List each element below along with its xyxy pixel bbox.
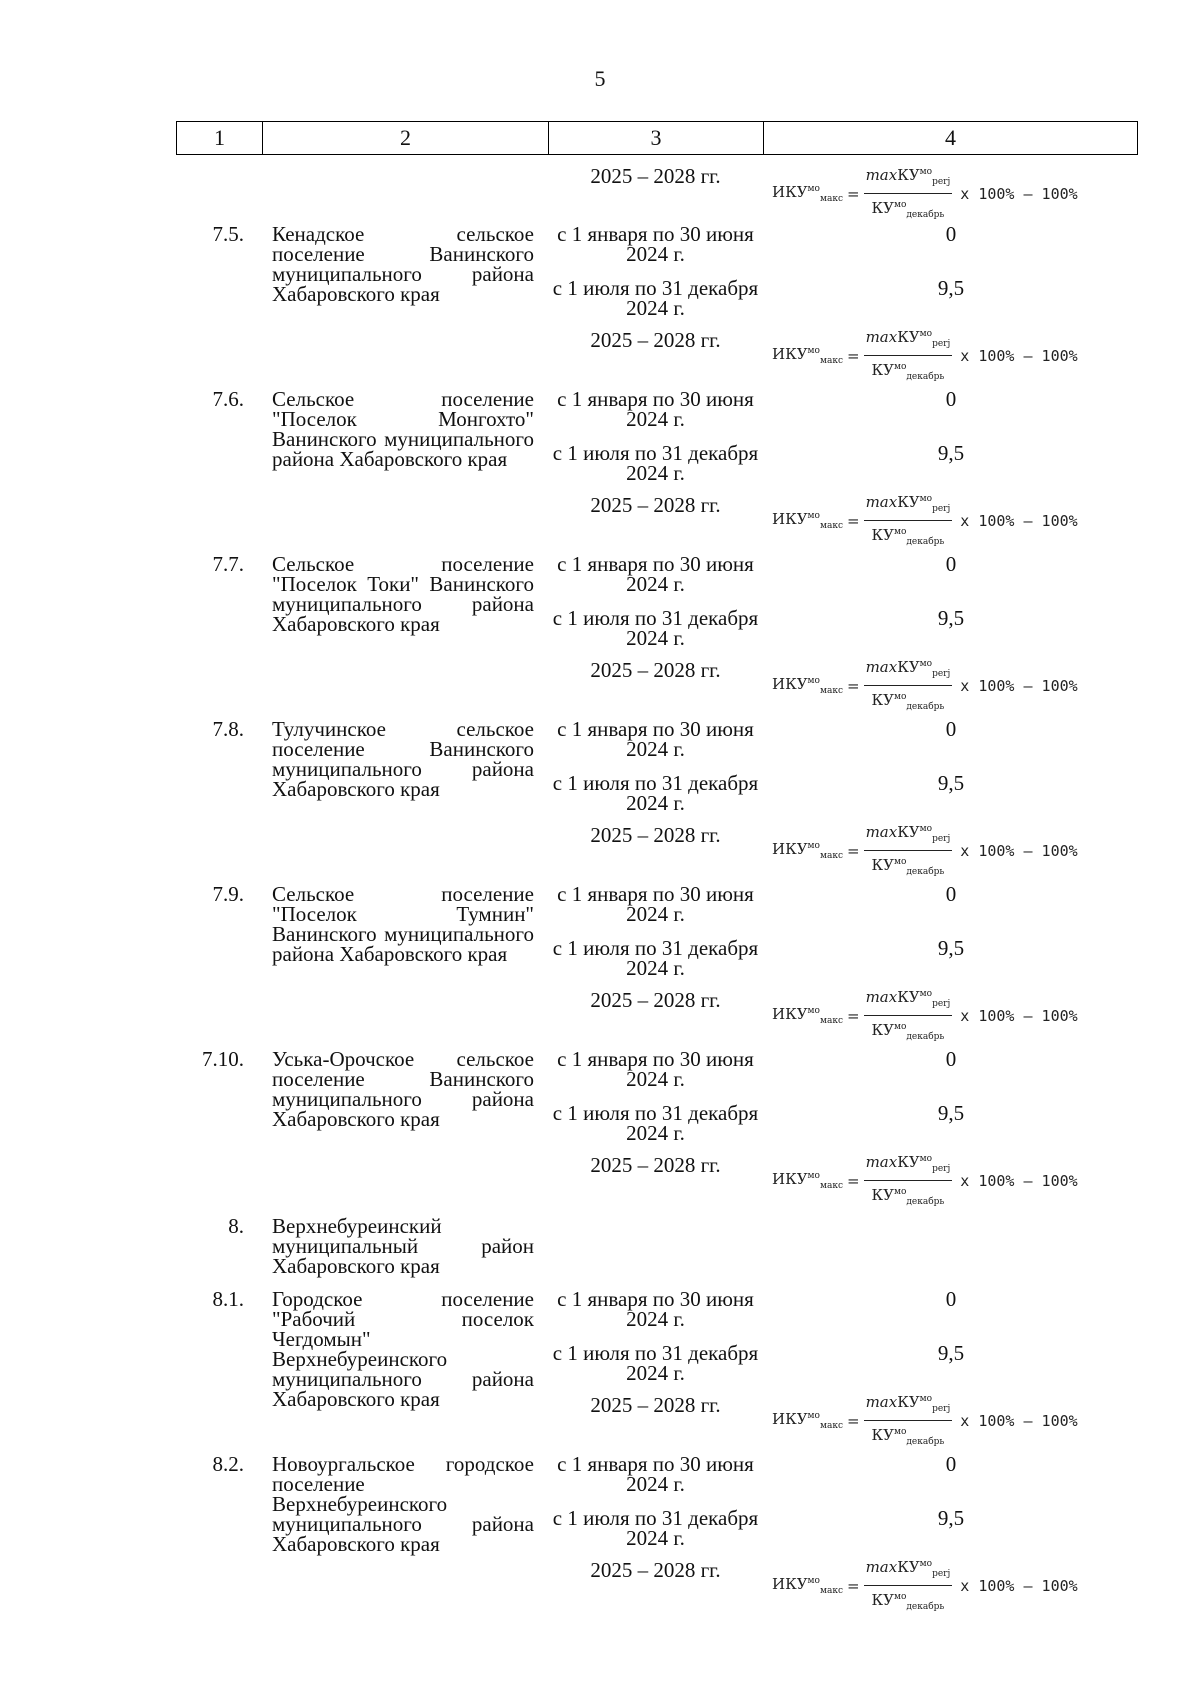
column-header-3: 3 <box>549 122 764 154</box>
row-number: 7.8. <box>212 717 244 741</box>
period-cell: 2025 – 2028 гг. <box>590 1393 721 1417</box>
period-cell: с 1 июля по 31 декабря 2024 г. <box>552 1506 759 1550</box>
value-cell: 0 <box>945 1452 957 1476</box>
row-number: 7.5. <box>212 222 244 246</box>
period-cell: с 1 января по 30 июня 2024 г. <box>557 387 754 431</box>
formula: $ИКУ^{мо}_{макс}$ = $\frac{\max КУ^{мо}_{perj}}{КУ^{мо}_{декабрь}}$ x 100% – 100% <box>772 1389 1142 1452</box>
formula-fraction: $\frac{\max КУ^{мо}_{perj}}{КУ^{мо}_{декабрь}}$ <box>864 984 953 1047</box>
period-cell: 2025 – 2028 гг. <box>590 988 721 1012</box>
municipality-name: Верхнебуреинский муниципальный район Хабаровского края <box>272 1214 534 1278</box>
formula-fraction: $\frac{\max КУ^{мо}_{perj}}{КУ^{мо}_{декабрь}}$ <box>864 1149 953 1212</box>
period-cell: с 1 июля по 31 декабря 2024 г. <box>552 441 759 485</box>
formula-fraction: $\frac{\max КУ^{мо}_{perj}}{КУ^{мо}_{декабрь}}$ <box>864 819 953 882</box>
period-cell: 2025 – 2028 гг. <box>590 658 721 682</box>
period-cell: 2025 – 2028 гг. <box>590 164 721 188</box>
continuation-row <box>176 162 1138 220</box>
column-header-4: 4 <box>945 125 956 150</box>
column-header-1: 1 <box>177 122 263 154</box>
table-row <box>176 552 1138 712</box>
row-number: 7.9. <box>212 882 244 906</box>
period-cell: с 1 января по 30 июня 2024 г. <box>557 717 754 761</box>
table-row <box>176 222 1138 382</box>
period-cell: с 1 января по 30 июня 2024 г. <box>557 552 754 596</box>
period-cell: 2025 – 2028 гг. <box>590 1558 721 1582</box>
formula-lhs: $ИКУ^{мо}_{макс}$ <box>772 1409 843 1431</box>
period-cell: с 1 января по 30 июня 2024 г. <box>557 1287 754 1331</box>
period-cell: с 1 января по 30 июня 2024 г. <box>557 222 754 266</box>
period-cell: 2025 – 2028 гг. <box>590 493 721 517</box>
municipality-name: Сельское поселение "Поселок Монгохто" Ванинского муниципального района Хабаровского края <box>272 387 534 471</box>
formula: $ИКУ^{мо}_{макс}$ = $\frac{\max КУ^{мо}_{perj}}{КУ^{мо}_{декабрь}}$ x 100% – 100% <box>772 819 1142 882</box>
value-cell: 9,5 <box>937 606 965 630</box>
municipality-name: Тулучинское сельское поселение Ванинского муниципального района Хабаровского края <box>272 717 534 801</box>
formula: $ИКУ^{мо}_{макс}$ = $\frac{\max КУ^{мо}_{perj}}{КУ^{мо}_{декабрь}}$ x 100% – 100% <box>772 324 1142 387</box>
table-header <box>176 121 1138 155</box>
value-cell: 0 <box>945 717 957 741</box>
row-number: 7.6. <box>212 387 244 411</box>
table-row <box>176 882 1138 1042</box>
period-cell: с 1 июля по 31 декабря 2024 г. <box>552 276 759 320</box>
formula: $ИКУ^{мо}_{макс}$ = $\frac{\max КУ^{мо}_{perj}}{КУ^{мо}_{декабрь}}$ x 100% – 100% <box>772 1149 1142 1212</box>
municipality-name: Городское поселение "Рабочий поселок Чегдомын" Верхнебуреинского муниципального района Хабаровского края <box>272 1287 534 1411</box>
formula: $ИКУ^{мо}_{макс}$ = $\frac{\max КУ^{мо}_{perj}}{КУ^{мо}_{декабрь}}$ x 100% – 100% <box>772 489 1142 552</box>
formula-lhs: $ИКУ^{мо}_{макс}$ <box>772 839 843 861</box>
row-number: 7.7. <box>212 552 244 576</box>
row-number: 8. <box>228 1214 244 1238</box>
row-number: 8.2. <box>212 1452 244 1476</box>
formula-fraction: $\frac{\max КУ^{мо}_{perj}}{КУ^{мо}_{декабрь}}$ <box>864 1554 953 1617</box>
formula-lhs: $ИКУ^{мо}_{макс}$ <box>772 1004 843 1026</box>
value-cell: 0 <box>945 552 957 576</box>
municipality-name: Сельское поселение "Поселок Тумнин" Ванинского муниципального района Хабаровского края <box>272 882 534 966</box>
period-cell: с 1 июля по 31 декабря 2024 г. <box>552 606 759 650</box>
table-row <box>176 1452 1138 1612</box>
table-row <box>176 717 1138 877</box>
formula-lhs: $ИКУ^{мо}_{макс}$ <box>772 674 843 696</box>
value-cell: 9,5 <box>937 1101 965 1125</box>
formula-fraction: $\frac{\max КУ^{мо}_{perj}}{КУ^{мо}_{декабрь}}$ <box>864 489 953 552</box>
table-row <box>176 1047 1138 1207</box>
period-cell: с 1 января по 30 июня 2024 г. <box>557 1452 754 1496</box>
period-cell: с 1 июля по 31 декабря 2024 г. <box>552 771 759 815</box>
value-cell: 9,5 <box>937 771 965 795</box>
period-cell: с 1 января по 30 июня 2024 г. <box>557 882 754 926</box>
period-cell: 2025 – 2028 гг. <box>590 1153 721 1177</box>
period-cell: с 1 июля по 31 декабря 2024 г. <box>552 1101 759 1145</box>
formula-lhs: $ИКУ^{мо}_{макс}$ <box>772 182 843 204</box>
formula: $ИКУ^{мо}_{макс}$ = $\frac{\max КУ^{мо}_{perj}}{КУ^{мо}_{декабрь}}$ x 100% – 100% <box>772 1554 1142 1617</box>
formula-fraction: $\frac{\max КУ^{мо}_{perj}}{КУ^{мо}_{декабрь}}$ <box>864 1389 953 1452</box>
formula-fraction: $\frac{\max КУ^{мо}_{perj}}{КУ^{мо}_{декабрь}}$ <box>864 324 953 387</box>
value-cell: 0 <box>945 222 957 246</box>
formula-lhs: $ИКУ^{мо}_{макс}$ <box>772 1169 843 1191</box>
table-row <box>176 387 1138 547</box>
formula-lhs: $ИКУ^{мо}_{макс}$ <box>772 509 843 531</box>
value-cell: 9,5 <box>937 936 965 960</box>
period-cell: 2025 – 2028 гг. <box>590 328 721 352</box>
formula: $ИКУ^{мо}_{макс}$ = $\frac{\max КУ^{мо}_{perj}}{КУ^{мо}_{декабрь}}$ x 100% – 100% <box>772 984 1142 1047</box>
value-cell: 0 <box>945 387 957 411</box>
row-number: 7.10. <box>202 1047 244 1071</box>
value-cell: 9,5 <box>937 276 965 300</box>
municipality-name: Новоургальское городское поселение Верхнебуреинского муниципального района Хабаровского края <box>272 1452 534 1556</box>
period-cell: с 1 января по 30 июня 2024 г. <box>557 1047 754 1091</box>
formula: $ИКУ^{мо}_{макс}$ = $\frac{\max КУ^{мо}_{perj}}{КУ^{мо}_{декабрь}}$ x 100% – 100% <box>772 654 1142 717</box>
value-cell: 0 <box>945 1047 957 1071</box>
value-cell: 0 <box>945 882 957 906</box>
row-number: 8.1. <box>212 1287 244 1311</box>
page-number: 5 <box>594 66 606 91</box>
value-cell: 9,5 <box>937 441 965 465</box>
municipality-name: Уська-Орочское сельское поселение Ванинского муниципального района Хабаровского края <box>272 1047 534 1131</box>
column-header-2: 2 <box>263 122 549 154</box>
municipality-name: Сельское поселение "Поселок Токи" Ванинского муниципального района Хабаровского края <box>272 552 534 636</box>
value-cell: 9,5 <box>937 1506 965 1530</box>
value-cell: 0 <box>945 1287 957 1311</box>
formula-lhs: $ИКУ^{мо}_{макс}$ <box>772 1574 843 1596</box>
value-cell: 9,5 <box>937 1341 965 1365</box>
period-cell: с 1 июля по 31 декабря 2024 г. <box>552 936 759 980</box>
formula-fraction: $\frac{\max КУ^{мо}_{perj}}{КУ^{мо}_{декабрь}}$ <box>864 162 953 225</box>
municipality-name: Кенадское сельское поселение Ванинского муниципального района Хабаровского края <box>272 222 534 306</box>
formula: $ИКУ^{мо}_{макс}$ = $\frac{\max КУ^{мо}_{perj}}{КУ^{мо}_{декабрь}}$ x 100% – 100% <box>772 162 1142 225</box>
formula-fraction: $\frac{\max КУ^{мо}_{perj}}{КУ^{мо}_{декабрь}}$ <box>864 654 953 717</box>
period-cell: 2025 – 2028 гг. <box>590 823 721 847</box>
period-cell: с 1 июля по 31 декабря 2024 г. <box>552 1341 759 1385</box>
table-row <box>176 1287 1138 1447</box>
formula-lhs: $ИКУ^{мо}_{макс}$ <box>772 344 843 366</box>
